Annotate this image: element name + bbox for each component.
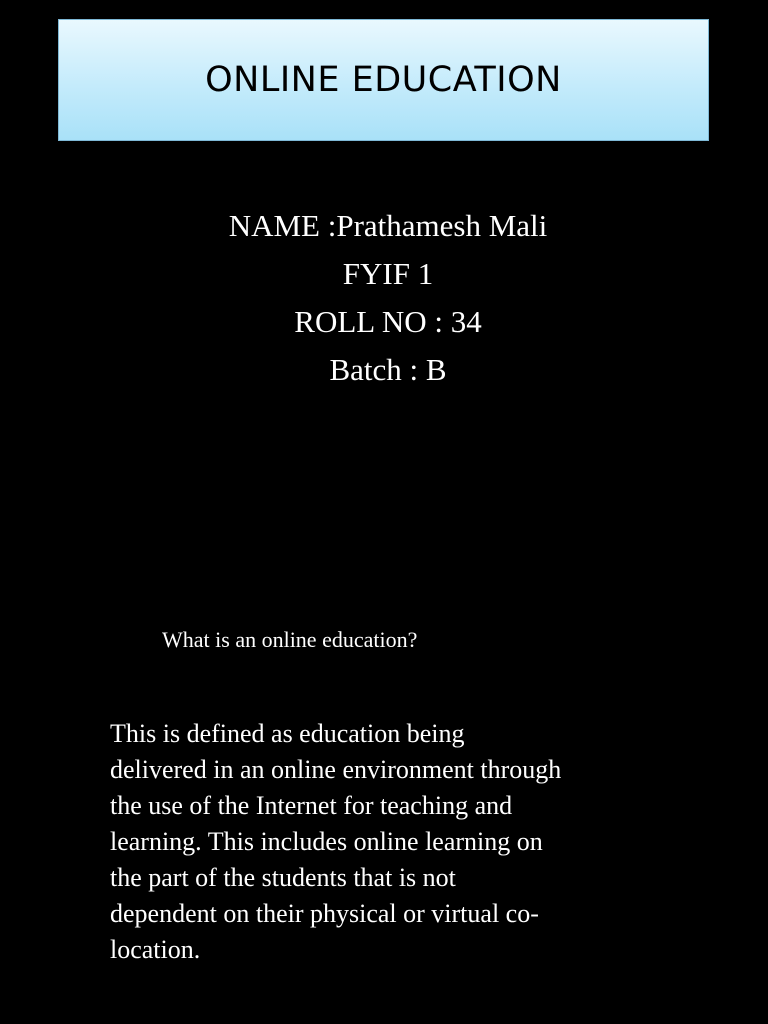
answer-line: location. [110, 935, 201, 964]
answer-line: the use of the Internet for teaching and [110, 791, 513, 820]
answer-line: learning. This includes online learning on [110, 827, 543, 856]
answer-line: the part of the students that is not [110, 863, 456, 892]
student-batch: Batch : B [329, 352, 447, 387]
slide-title: ONLINE EDUCATION [205, 60, 562, 100]
student-name: NAME :Prathamesh Mali [228, 208, 548, 243]
question-heading: What is an online education? [162, 627, 418, 652]
answer-line: dependent on their physical or virtual co- [110, 899, 539, 928]
answer-line: delivered in an online environment through [110, 755, 562, 784]
student-class: FYIF 1 [342, 256, 434, 291]
answer-line: This is defined as education being [110, 719, 465, 748]
student-roll-number: ROLL NO : 34 [294, 304, 482, 339]
title-box [58, 19, 709, 141]
student-info [0, 202, 768, 394]
answer-paragraph [110, 716, 640, 968]
